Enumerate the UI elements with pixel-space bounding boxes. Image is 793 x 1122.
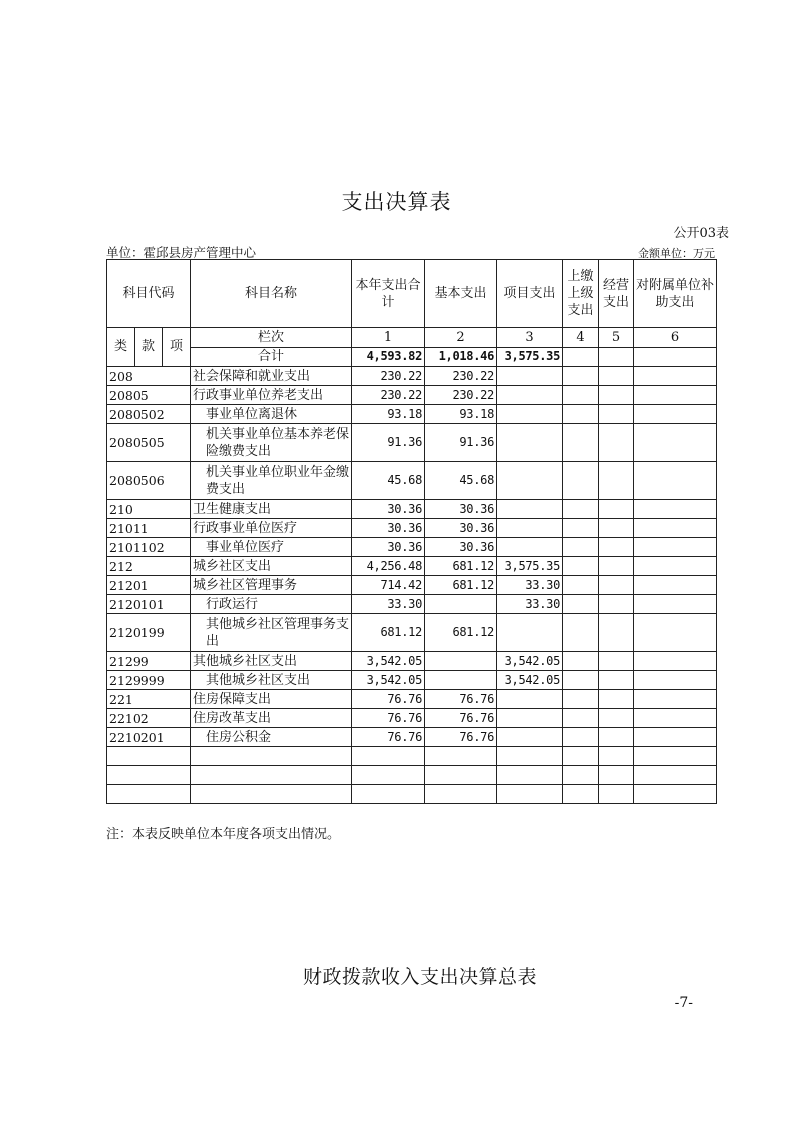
table-row [107, 709, 717, 728]
subject-name-cell: 机关事业单位基本养老保险缴费支出 [191, 424, 352, 462]
total-cell: 76.76 [352, 690, 425, 709]
basic-cell: 45.68 [425, 462, 497, 500]
header-xiang: 项 [169, 339, 183, 354]
header-kuan: 款 [135, 328, 163, 366]
empty-cell [352, 747, 425, 766]
empty-cell [425, 766, 497, 785]
subsidy-cell [634, 462, 717, 500]
subject-code-cell: 21299 [107, 652, 191, 671]
table-row [107, 405, 717, 424]
business-cell [599, 538, 634, 557]
upper-cell [563, 405, 599, 424]
table-row [107, 690, 717, 709]
project-cell [497, 405, 563, 424]
header-project: 项目支出 [497, 260, 563, 328]
total-cell: 30.36 [352, 519, 425, 538]
empty-cell [107, 766, 191, 785]
subject-name-cell: 行政事业单位养老支出 [191, 386, 352, 405]
col-label: 栏次 [191, 328, 352, 348]
empty-cell [599, 785, 634, 804]
business-cell [599, 652, 634, 671]
subject-code-cell: 210 [107, 500, 191, 519]
header-lei: 类 [107, 328, 135, 366]
empty-row [107, 785, 717, 804]
totals-row [107, 347, 717, 367]
subject-name-cell: 住房保障支出 [191, 690, 352, 709]
subject-code-cell: 2120199 [107, 614, 191, 652]
header-business: 经营支出 [599, 260, 634, 328]
totals-basic: 1,018.46 [425, 347, 497, 367]
business-cell [599, 690, 634, 709]
table-row [107, 386, 717, 405]
upper-cell [563, 519, 599, 538]
subsidy-cell [634, 576, 717, 595]
total-cell: 30.36 [352, 538, 425, 557]
empty-cell [634, 785, 717, 804]
empty-cell [563, 747, 599, 766]
upper-cell [563, 386, 599, 405]
totals-business [599, 347, 634, 367]
empty-cell [191, 766, 352, 785]
basic-cell: 76.76 [425, 690, 497, 709]
empty-cell [563, 766, 599, 785]
totals-total: 4,593.82 [352, 347, 425, 367]
total-cell: 93.18 [352, 405, 425, 424]
upper-cell [563, 424, 599, 462]
subject-code-cell: 22102 [107, 709, 191, 728]
empty-row [107, 747, 717, 766]
upper-cell [563, 500, 599, 519]
project-cell [497, 614, 563, 652]
subject-code-cell: 21201 [107, 576, 191, 595]
business-cell [599, 405, 634, 424]
total-cell: 30.36 [352, 500, 425, 519]
empty-cell [634, 766, 717, 785]
subject-name-cell: 事业单位医疗 [191, 538, 352, 557]
basic-cell: 93.18 [425, 405, 497, 424]
subject-code-cell: 2120101 [107, 595, 191, 614]
basic-cell: 30.36 [425, 519, 497, 538]
table-row [107, 462, 717, 500]
subject-code-cell: 221 [107, 690, 191, 709]
basic-cell [425, 671, 497, 690]
subsidy-cell [634, 519, 717, 538]
subject-name-cell: 事业单位离退休 [191, 405, 352, 424]
empty-cell [599, 747, 634, 766]
amount-unit-label: 金额单位：万元 [638, 247, 715, 260]
business-cell [599, 614, 634, 652]
col-index-2: 2 [425, 328, 497, 348]
business-cell [599, 386, 634, 405]
subject-code-cell: 2080502 [107, 405, 191, 424]
project-cell [497, 386, 563, 405]
empty-cell [563, 785, 599, 804]
basic-cell: 230.22 [425, 367, 497, 386]
basic-cell: 76.76 [425, 709, 497, 728]
upper-cell [563, 671, 599, 690]
empty-cell [352, 785, 425, 804]
subsidy-cell [634, 652, 717, 671]
empty-cell [497, 766, 563, 785]
subject-name-cell: 城乡社区管理事务 [191, 576, 352, 595]
basic-cell: 230.22 [425, 386, 497, 405]
total-cell: 3,542.05 [352, 652, 425, 671]
lei-kuan-xiang-cell [107, 328, 191, 367]
subject-name-cell: 其他城乡社区管理事务支出 [191, 614, 352, 652]
table-row [107, 576, 717, 595]
header-subject-name: 科目名称 [191, 260, 352, 328]
subject-name-cell: 机关事业单位职业年金缴费支出 [191, 462, 352, 500]
upper-cell [563, 462, 599, 500]
project-cell: 3,542.05 [497, 652, 563, 671]
business-cell [599, 557, 634, 576]
subject-name-cell: 城乡社区支出 [191, 557, 352, 576]
total-cell: 91.36 [352, 424, 425, 462]
subsidy-cell [634, 595, 717, 614]
basic-cell [425, 652, 497, 671]
empty-cell [107, 785, 191, 804]
table-row [107, 595, 717, 614]
business-cell [599, 367, 634, 386]
subject-name-cell: 住房改革支出 [191, 709, 352, 728]
upper-cell [563, 728, 599, 747]
upper-cell [563, 709, 599, 728]
total-cell: 714.42 [352, 576, 425, 595]
empty-cell [599, 766, 634, 785]
business-cell [599, 576, 634, 595]
expenditure-table [106, 259, 717, 804]
project-cell [497, 367, 563, 386]
subject-code-cell: 208 [107, 367, 191, 386]
business-cell [599, 424, 634, 462]
upper-cell [563, 576, 599, 595]
subject-code-cell: 2129999 [107, 671, 191, 690]
subject-name-cell: 住房公积金 [191, 728, 352, 747]
subsidy-cell [634, 424, 717, 462]
subject-code-cell: 21011 [107, 519, 191, 538]
basic-cell: 76.76 [425, 728, 497, 747]
project-cell [497, 519, 563, 538]
empty-cell [497, 747, 563, 766]
subsidy-cell [634, 690, 717, 709]
table-row [107, 500, 717, 519]
header-total: 本年支出合计 [352, 260, 425, 328]
total-cell: 4,256.48 [352, 557, 425, 576]
project-cell: 3,575.35 [497, 557, 563, 576]
upper-cell [563, 557, 599, 576]
table-row [107, 519, 717, 538]
business-cell [599, 709, 634, 728]
empty-row [107, 766, 717, 785]
header-basic: 基本支出 [425, 260, 497, 328]
upper-cell [563, 595, 599, 614]
basic-cell: 681.12 [425, 557, 497, 576]
basic-cell: 681.12 [425, 614, 497, 652]
empty-cell [352, 766, 425, 785]
subsidy-cell [634, 367, 717, 386]
table-row [107, 367, 717, 386]
subject-name-cell: 其他城乡社区支出 [191, 671, 352, 690]
subject-code-cell: 2210201 [107, 728, 191, 747]
form-code: 公开03表 [673, 226, 729, 241]
col-index-6: 6 [634, 328, 717, 348]
subsidy-cell [634, 728, 717, 747]
table-row [107, 538, 717, 557]
business-cell [599, 671, 634, 690]
project-cell [497, 538, 563, 557]
page-title: 支出决算表 [341, 190, 452, 214]
subsidy-cell [634, 614, 717, 652]
project-cell [497, 424, 563, 462]
subject-code-cell: 20805 [107, 386, 191, 405]
header-subsidy: 对附属单位补助支出 [634, 260, 717, 328]
column-index-row [107, 328, 717, 348]
upper-cell [563, 538, 599, 557]
table-row [107, 728, 717, 747]
total-cell: 76.76 [352, 728, 425, 747]
col-index-4: 4 [563, 328, 599, 348]
upper-cell [563, 690, 599, 709]
subsidy-cell [634, 386, 717, 405]
table-row [107, 424, 717, 462]
empty-cell [497, 785, 563, 804]
header-row [107, 260, 717, 328]
project-cell: 33.30 [497, 595, 563, 614]
empty-cell [425, 785, 497, 804]
footnote: 注：本表反映单位本年度各项支出情况。 [106, 827, 341, 842]
project-cell [497, 500, 563, 519]
basic-cell: 91.36 [425, 424, 497, 462]
subsidy-cell [634, 500, 717, 519]
col-index-1: 1 [352, 328, 425, 348]
table-row [107, 614, 717, 652]
business-cell [599, 462, 634, 500]
total-cell: 45.68 [352, 462, 425, 500]
subsidy-cell [634, 538, 717, 557]
empty-cell [425, 747, 497, 766]
project-cell [497, 709, 563, 728]
header-subject-code: 科目代码 [107, 260, 191, 328]
subject-name-cell: 行政事业单位医疗 [191, 519, 352, 538]
subsidy-cell [634, 405, 717, 424]
table-row [107, 671, 717, 690]
project-cell: 33.30 [497, 576, 563, 595]
totals-project: 3,575.35 [497, 347, 563, 367]
project-cell [497, 462, 563, 500]
total-cell: 33.30 [352, 595, 425, 614]
upper-cell [563, 652, 599, 671]
subject-name-cell: 行政运行 [191, 595, 352, 614]
basic-cell: 681.12 [425, 576, 497, 595]
unit-label: 单位：霍邱县房产管理中心 [106, 245, 257, 260]
subject-code-cell: 2080505 [107, 424, 191, 462]
upper-cell [563, 614, 599, 652]
empty-cell [634, 747, 717, 766]
subject-code-cell: 2101102 [107, 538, 191, 557]
upper-cell [563, 367, 599, 386]
subject-name-cell: 其他城乡社区支出 [191, 652, 352, 671]
total-cell: 681.12 [352, 614, 425, 652]
subject-code-cell: 212 [107, 557, 191, 576]
next-section-title: 财政拨款收入支出决算总表 [302, 966, 537, 988]
totals-upper [563, 347, 599, 367]
total-cell: 76.76 [352, 709, 425, 728]
basic-cell [425, 595, 497, 614]
col-index-3: 3 [497, 328, 563, 348]
subject-code-cell: 2080506 [107, 462, 191, 500]
project-cell [497, 690, 563, 709]
totals-label: 合计 [191, 347, 352, 367]
col-index-5: 5 [599, 328, 634, 348]
empty-cell [191, 747, 352, 766]
subject-name-cell: 社会保障和就业支出 [191, 367, 352, 386]
total-cell: 230.22 [352, 367, 425, 386]
basic-cell: 30.36 [425, 500, 497, 519]
project-cell [497, 728, 563, 747]
subsidy-cell [634, 709, 717, 728]
project-cell: 3,542.05 [497, 671, 563, 690]
business-cell [599, 500, 634, 519]
subsidy-cell [634, 557, 717, 576]
header-upper: 上缴上级支出 [563, 260, 599, 328]
total-cell: 230.22 [352, 386, 425, 405]
empty-cell [107, 747, 191, 766]
basic-cell: 30.36 [425, 538, 497, 557]
business-cell [599, 595, 634, 614]
subject-name-cell: 卫生健康支出 [191, 500, 352, 519]
total-cell: 3,542.05 [352, 671, 425, 690]
business-cell [599, 519, 634, 538]
page-number: -7- [674, 995, 693, 1011]
table-row [107, 652, 717, 671]
totals-subsidy [634, 347, 717, 367]
subsidy-cell [634, 671, 717, 690]
business-cell [599, 728, 634, 747]
table-row [107, 557, 717, 576]
empty-cell [191, 785, 352, 804]
